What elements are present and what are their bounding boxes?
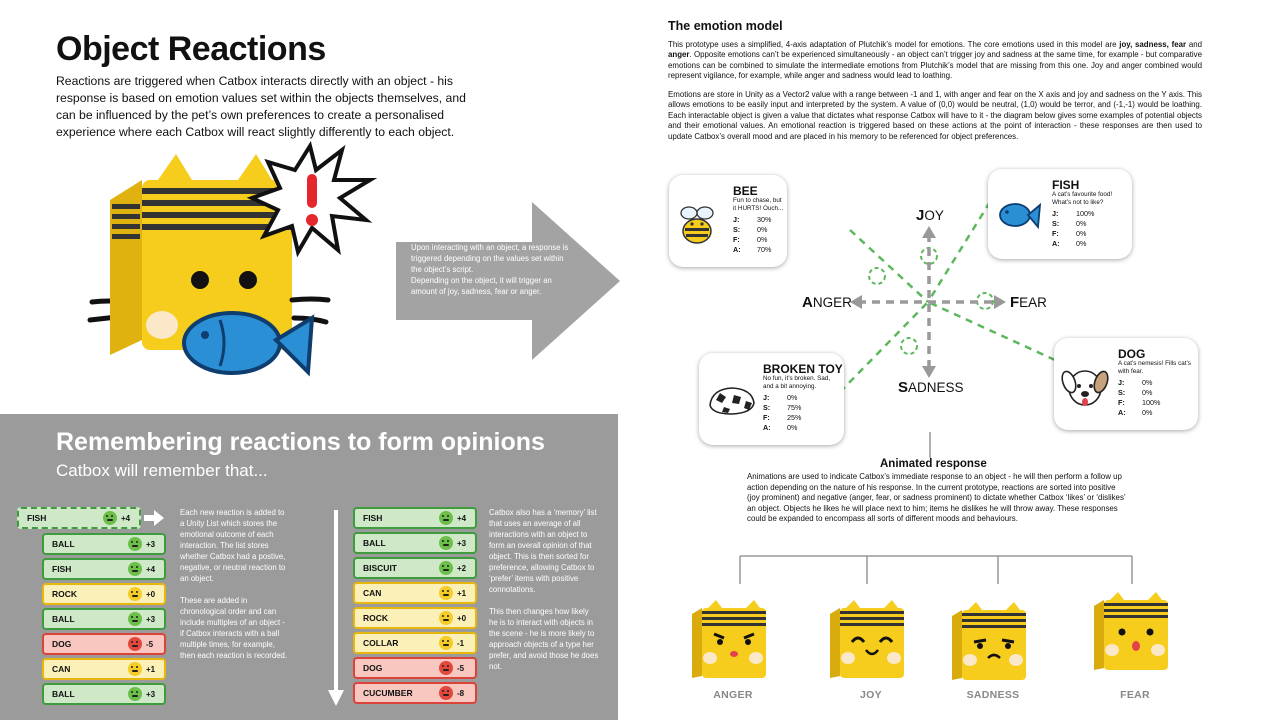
fish-icon bbox=[996, 195, 1042, 235]
reaction-item bbox=[42, 658, 166, 680]
new-reaction-item bbox=[17, 507, 141, 529]
object-card-bee bbox=[669, 175, 787, 267]
neutral-face-icon bbox=[128, 662, 142, 676]
reaction-label: BALL bbox=[363, 538, 386, 548]
reaction-item bbox=[42, 533, 166, 555]
broken-ball-icon bbox=[706, 383, 758, 417]
reaction-value: +4 bbox=[121, 513, 131, 523]
neutral-face-icon bbox=[439, 586, 453, 600]
happy-face-icon bbox=[439, 561, 453, 575]
reaction-value: +4 bbox=[146, 564, 156, 574]
reaction-label: BALL bbox=[52, 539, 75, 549]
reaction-value: -8 bbox=[457, 688, 465, 698]
reaction-item bbox=[353, 582, 477, 604]
page-title: Object Reactions bbox=[56, 30, 326, 68]
object-desc: No fun, it’s broken. Sad, and a bit annoying. bbox=[763, 375, 831, 391]
reaction-label: ROCK bbox=[52, 589, 78, 599]
neutral-face-icon bbox=[439, 636, 453, 650]
object-card-fish bbox=[988, 169, 1132, 259]
neutral-face-icon bbox=[128, 587, 142, 601]
arrow-text-line: Depending on the object, it will trigger an amount of joy, sadness, fear or anger. bbox=[411, 276, 552, 296]
reaction-value: +0 bbox=[457, 613, 467, 623]
reaction-item bbox=[42, 683, 166, 705]
sad-face-icon bbox=[439, 686, 453, 700]
object-name: DOG bbox=[1118, 347, 1146, 361]
reaction-label: FISH bbox=[52, 564, 72, 574]
emotion-label-joy: JOY bbox=[860, 689, 882, 701]
arrow-down-icon bbox=[328, 510, 344, 706]
emotion-label-anger: ANGER bbox=[713, 689, 753, 701]
catbox-fear-icon bbox=[1090, 592, 1180, 672]
object-card-dog bbox=[1054, 338, 1198, 430]
happy-face-icon bbox=[128, 537, 142, 551]
animated-response-title: Animated response bbox=[880, 458, 987, 470]
happy-face-icon bbox=[128, 562, 142, 576]
reaction-item bbox=[353, 682, 477, 704]
reaction-item bbox=[353, 532, 477, 554]
emotion-model-title: The emotion model bbox=[668, 19, 783, 33]
reaction-item bbox=[42, 633, 166, 655]
happy-face-icon bbox=[439, 536, 453, 550]
reaction-value: +2 bbox=[457, 563, 467, 573]
emotion-model-paragraph: Emotions are store in Unity as a Vector2 value with a range between -1 and 1, with anger and fear on the X axis and joy and sadness on the Y axis. This allows emotions to be easily input and interpreted by the system. A value of (0,0) would be neutral, (1,0) would be terror, and (-1,-1) would be loathing. Each interactable object is given a value that dictates what response Catbox will have to it - the diagram below gives some examples of potential objects and their emotional values. An emotional reaction is triggered based on these actions at the point of interaction - these responses are then used to update Catbox’s overall mood and are placed in his memory to be referenced for object preferences. bbox=[668, 90, 1202, 141]
reaction-item bbox=[353, 632, 477, 654]
happy-face-icon bbox=[128, 687, 142, 701]
happy-face-icon bbox=[103, 511, 117, 525]
catbox-anger-icon bbox=[688, 600, 778, 680]
object-name: FISH bbox=[1052, 178, 1080, 192]
reaction-value: +3 bbox=[146, 614, 156, 624]
reaction-item bbox=[42, 608, 166, 630]
happy-face-icon bbox=[439, 511, 453, 525]
reaction-item bbox=[42, 558, 166, 580]
axis-label-anger: ANGER bbox=[802, 294, 852, 311]
object-desc: A cat’s nemesis! Fills cat’s with fear. bbox=[1118, 360, 1191, 376]
object-desc: Fun to chase, but it HURTS! Ouch... bbox=[733, 197, 784, 213]
reaction-label: BALL bbox=[52, 614, 75, 624]
reaction-label: CUCUMBER bbox=[363, 688, 413, 698]
object-stats: J: 30% S: 0% F: 0% A: 70% bbox=[733, 215, 772, 254]
reaction-item bbox=[353, 507, 477, 529]
history-text-para: Each new reaction is added to a Unity List which stores the emotional outcome of each interaction. The list stores whether Catbox had a postive, negative, or neutral reaction to an object. bbox=[180, 508, 286, 583]
remember-subtitle: Catbox will remember that... bbox=[56, 461, 268, 480]
object-name: BEE bbox=[733, 184, 758, 198]
reaction-label: ROCK bbox=[363, 613, 389, 623]
reaction-value: +1 bbox=[457, 588, 467, 598]
object-name: BROKEN TOY bbox=[763, 362, 843, 376]
memory-text-para: Catbox also has a ‘memory’ list that uses an average of all interactions with an object to form an overall opinion of that object. This is then sorted for preference, allowing Catbox to ‘prefer’ items with positive connotations. bbox=[489, 508, 597, 594]
arrow-text bbox=[411, 242, 571, 297]
reaction-value: +0 bbox=[146, 589, 156, 599]
reaction-value: -5 bbox=[457, 663, 465, 673]
reaction-item bbox=[353, 657, 477, 679]
reaction-label: BISCUIT bbox=[363, 563, 397, 573]
reaction-label: DOG bbox=[363, 663, 383, 673]
bee-icon bbox=[677, 203, 717, 247]
catbox-hero-illustration bbox=[80, 140, 390, 400]
emotion-branch-lines bbox=[736, 548, 1136, 588]
emotion-label-sadness: SADNESS bbox=[966, 689, 1020, 701]
happy-face-icon bbox=[128, 612, 142, 626]
animated-response-text: Animations are used to indicate Catbox’s immediate response to an object - he will then perform a follow up action depending on the nature of his response. In the current prototype, reactions are sorted into positive (joy prominent) and negative (anger, fear, or sadness prominent) to dictate whether Catbox ‘likes’ or ‘dislikes’ an object. Objects he likes he will place next to him; items he dislikes he will throw away. These responses could be expanded to encompass all sorts of different moods and behaviours. bbox=[747, 472, 1126, 524]
dog-icon bbox=[1060, 362, 1110, 412]
axis-label-sadness: SADNESS bbox=[898, 379, 964, 396]
history-text-para: These are added in chronological order and can include multiples of an object - if Catbox interacts with a ball multiple times, for example, then each reaction is recorded. bbox=[180, 596, 288, 660]
history-text bbox=[180, 507, 290, 661]
reaction-value: +3 bbox=[146, 539, 156, 549]
object-stats: J: 100% S: 0% F: 0% A: 0% bbox=[1052, 209, 1095, 248]
reaction-label: FISH bbox=[363, 513, 383, 523]
sad-face-icon bbox=[128, 637, 142, 651]
emotion-label-fear: FEAR bbox=[1120, 689, 1150, 701]
reaction-label: CAN bbox=[52, 664, 71, 674]
reaction-value: +3 bbox=[457, 538, 467, 548]
reaction-label: COLLAR bbox=[363, 638, 399, 648]
arrow-right-icon bbox=[144, 510, 164, 526]
reaction-label: BALL bbox=[52, 689, 75, 699]
reaction-item bbox=[353, 557, 477, 579]
object-stats: J: 0% S: 0% F: 100% A: 0% bbox=[1118, 378, 1161, 417]
reaction-label: FISH bbox=[27, 513, 47, 523]
reaction-label: DOG bbox=[52, 639, 72, 649]
object-desc: A cat’s favourite food! What’s not to like? bbox=[1052, 191, 1113, 207]
reaction-value: +1 bbox=[146, 664, 156, 674]
axis-label-joy: JOY bbox=[916, 207, 944, 224]
intro-text: Reactions are triggered when Catbox interacts directly with an object - his response is based on emotion values set within the objects themselves, and can be influenced by the pet’s own preferences to create a personalised experience where each Catbox will react slightly differently to each object. bbox=[56, 74, 466, 139]
reaction-item bbox=[42, 583, 166, 605]
emotion-model-paragraph: This prototype uses a simplified, 4-axis adaptation of Plutchik’s model for emotions. The core emotions used in this model are joy, sadness, fear and anger. Opposite emotions can’t be experienced simultaneously - an object can’t trigger joy and sadness at the same time, for example - but comparative emotions can be combined to simulate the intermediate emotions from Plutchik’s model that are missing from this one. Joy and anger combined would represent vigilance, for example, while anger and sadness would lead to loathing. bbox=[668, 40, 1203, 81]
object-stats: J: 0% S: 75% F: 25% A: 0% bbox=[763, 393, 802, 432]
catbox-sadness-icon bbox=[948, 602, 1038, 682]
remember-title: Remembering reactions to form opinions bbox=[56, 428, 545, 456]
reaction-value: +3 bbox=[146, 689, 156, 699]
reaction-item bbox=[353, 607, 477, 629]
neutral-face-icon bbox=[439, 611, 453, 625]
memory-text bbox=[489, 507, 599, 672]
object-card-broken-toy bbox=[699, 353, 844, 445]
reaction-value: -5 bbox=[146, 639, 154, 649]
reaction-value: -1 bbox=[457, 638, 465, 648]
sad-face-icon bbox=[439, 661, 453, 675]
reaction-label: CAN bbox=[363, 588, 382, 598]
memory-text-para: This then changes how likely he is to interact with objects in the scene - he is more likely to approach objects of a type her prefer, and avoid those he does not. bbox=[489, 607, 599, 671]
arrow-text-line: Upon interacting with an object, a response is triggered depending on the values set within the object’s script. bbox=[411, 243, 569, 274]
catbox-joy-icon bbox=[826, 600, 916, 680]
axis-label-fear: FEAR bbox=[1010, 294, 1047, 311]
reaction-value: +4 bbox=[457, 513, 467, 523]
